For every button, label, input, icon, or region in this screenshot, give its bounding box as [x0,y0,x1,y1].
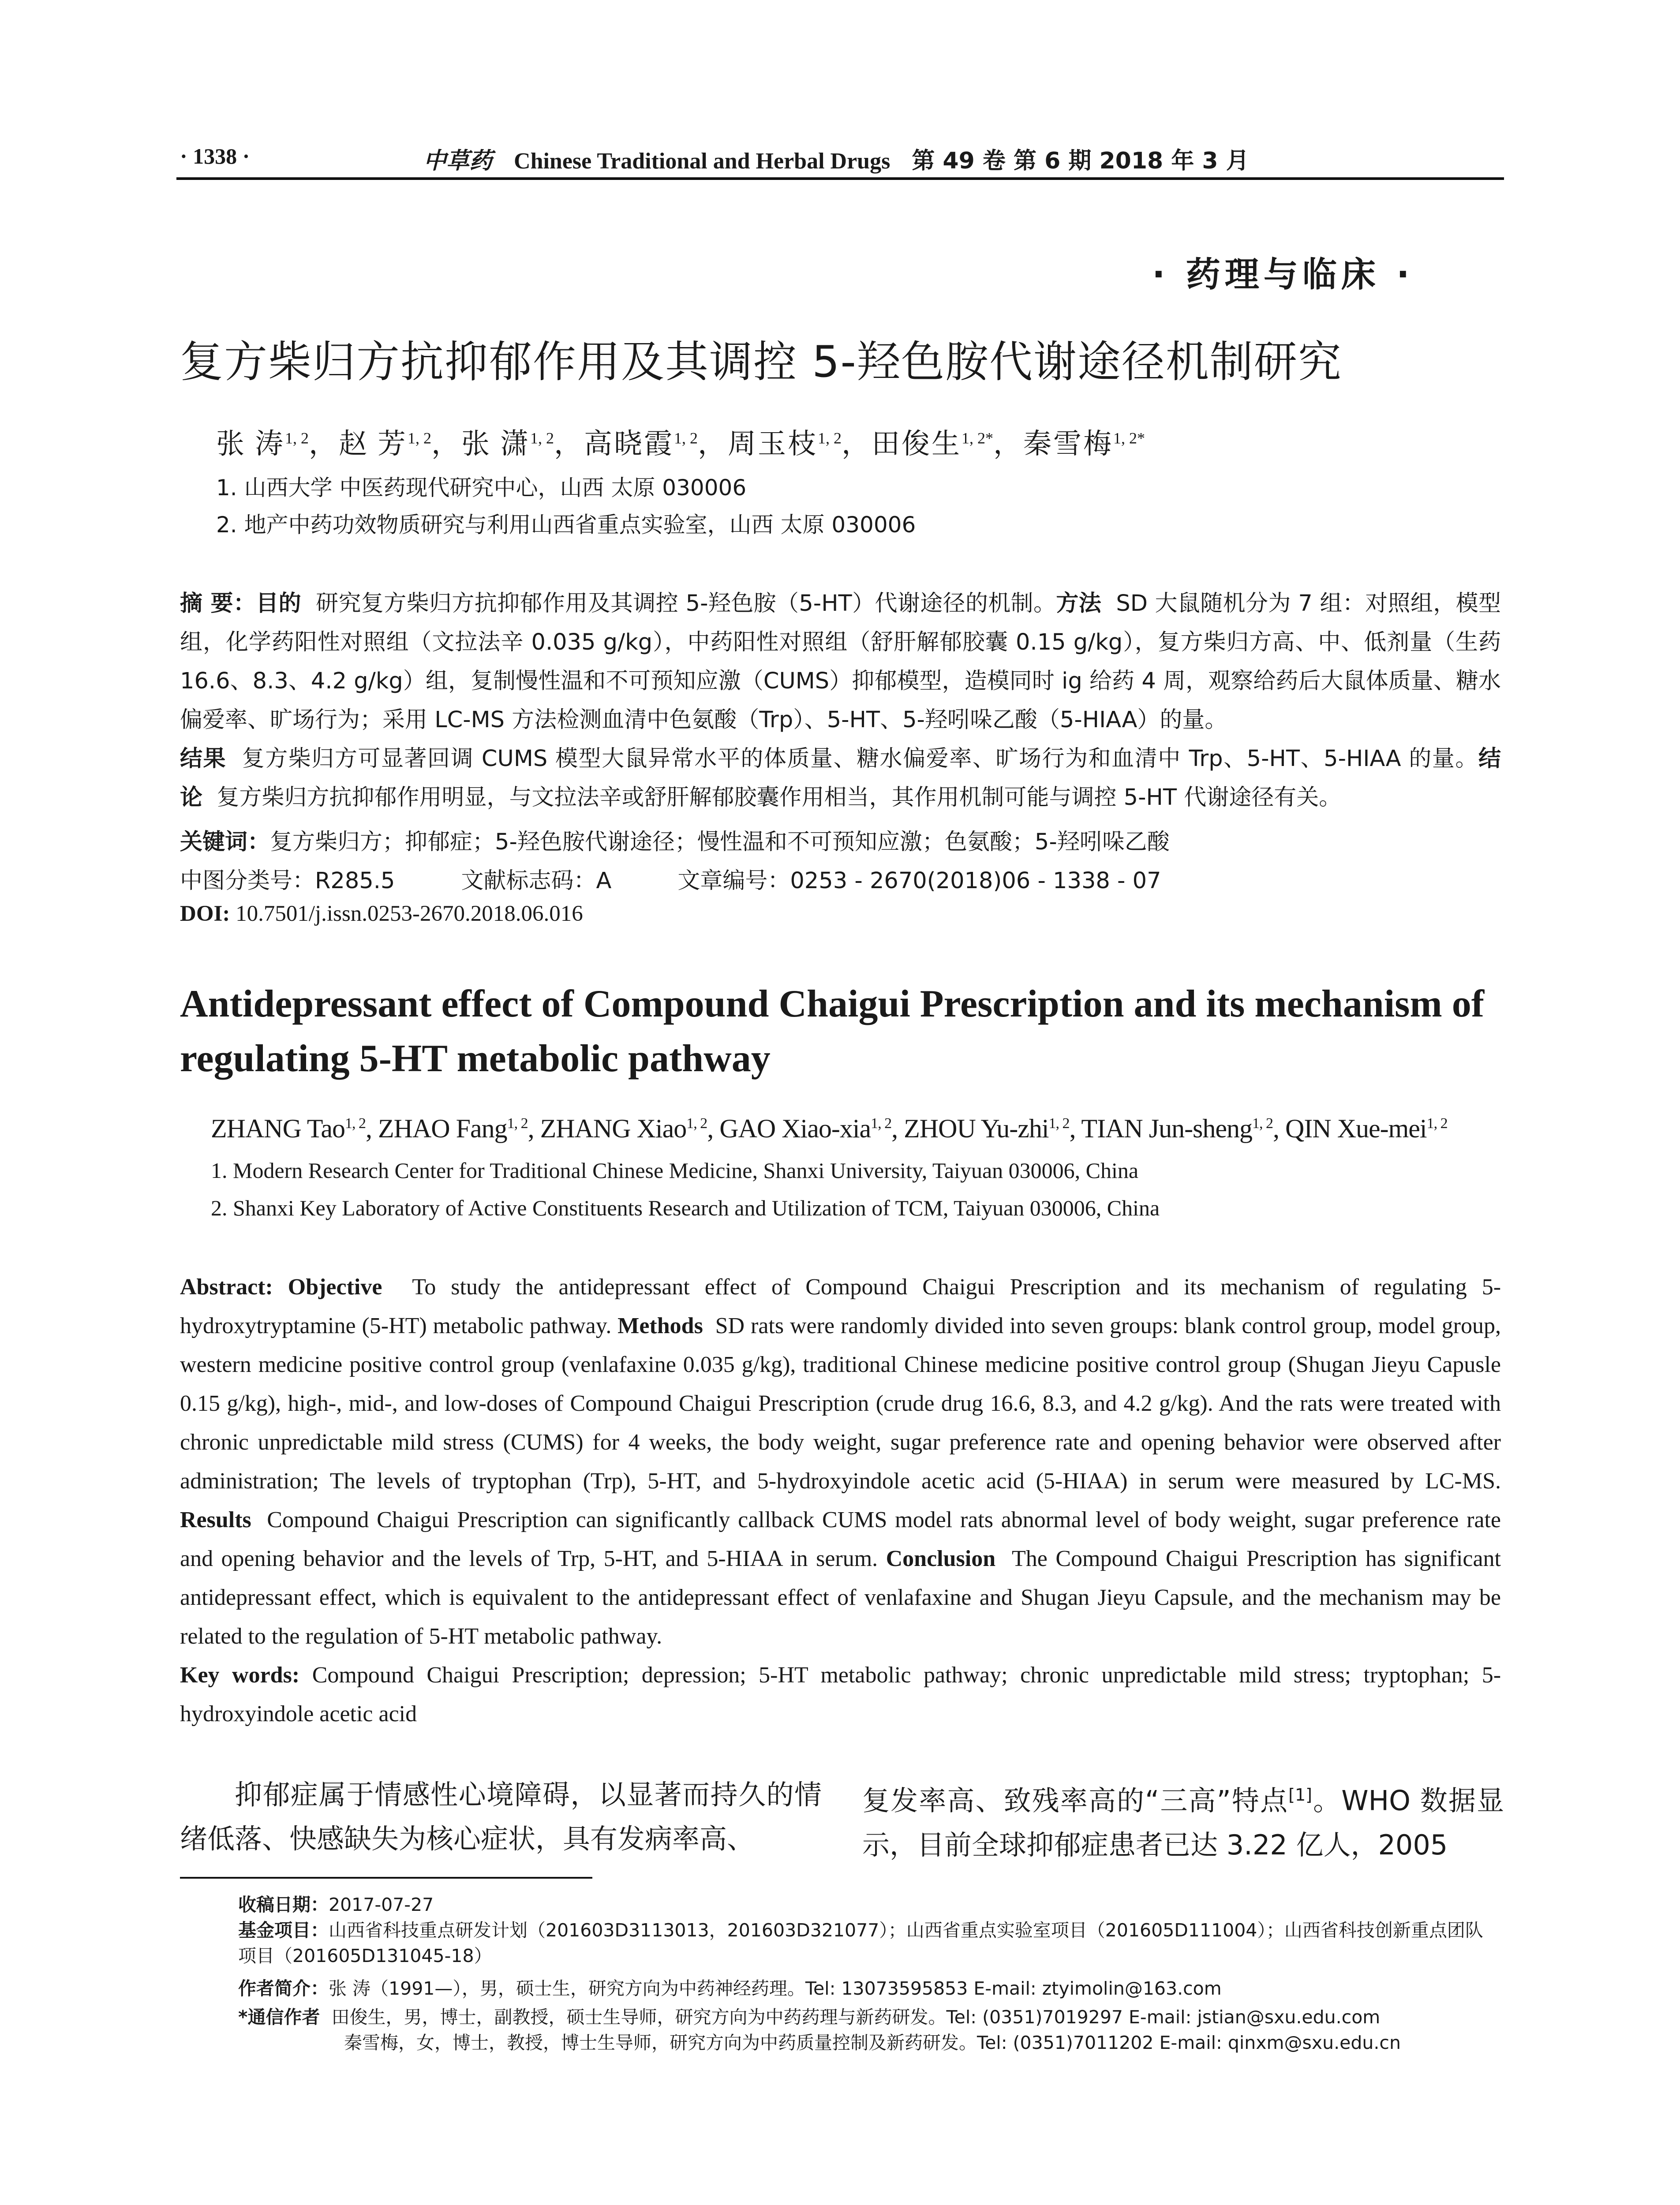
keywords-cn-text: 复方柴归方；抑郁症；5-羟色胺代谢途径；慢性温和不可预知应激；色氨酸；5-羟吲哚乙酸 [270,829,1170,855]
section-heading: · 药理与临床 · [1152,255,1414,295]
abstract-cn-results-label: 结果 [180,746,227,772]
abstract-en-label: Abstract: [180,1274,273,1300]
footnote-rule [180,1877,592,1879]
title-cn: 复方柴归方抗抑郁作用及其调控 5-羟色胺代谢途径机制研究 [180,337,1342,387]
abstract-en-methods: SD rats were randomly divided into seven groups: blank control group, model group, western medicine positive control group (venlafaxine 0.035 g/kg), traditional Chinese medicine positive control group (Shugan Jieyu Capusle 0.15 g/kg), high-, mid-, and low-doses of Compound Chaigui Prescription (crude drug 16.6, 8.3, and 4.2 g/kg). And the rats were treated with chronic unpredictable mild stress (CUMS) for 4 weeks, the body weight, sugar preference rate and opening behavior were observed after administration; The levels of tryptophan (Trp), 5-HT, and 5-hydroxyindole acetic acid (5-HIAA) in serum were measured by LC-MS. [180,1313,1501,1494]
classification-line [180,862,1227,895]
doi-line [180,901,583,927]
doi-value[interactable]: 10.7501/j.issn.0253-2670.2018.06.016 [236,901,583,926]
funding-text: 山西省科技重点研发计划（201603D3113013，201603D321077）；山西省重点实验室项目（201605D111004）；山西省科技创新重点团队项目（201605D131045-18） [238,1920,1483,1966]
abstract-en-results: Compound Chaigui Prescription can significantly callback CUMS model rats abnormal level of body weight, sugar preference rate and opening behavior and the levels of Trp, 5-HT, and 5-HIAA in serum. [180,1507,1501,1571]
abstract-en-conclusion: The Compound Chaigui Prescription has significant antidepressant effect, which is equivalent to the antidepressant effect of venlafaxine and Shugan Jieyu Capsule, and the mechanism may be related to the regulation of 5-HT metabolic pathway. [180,1546,1501,1649]
received-label: 收稿日期： [238,1894,329,1915]
body-column-right [862,1773,1504,1867]
reference-citation[interactable]: [1] [1288,1785,1312,1805]
abstract-cn [180,584,1501,817]
abstract-en-conclusion-label: Conclusion [886,1546,996,1571]
abstract-cn-conclusion-label: 结论 [180,746,1501,811]
affiliation-en-2: 2. Shanxi Key Laboratory of Active Constituents Research and Utilization of TCM, Taiyuan 030006, China [211,1196,1160,1220]
keywords-en-label: Key words: [180,1663,300,1688]
header-rule [176,177,1504,180]
abstract-en-methods-label: Methods [617,1313,703,1338]
keywords-cn-label: 关键词： [180,829,270,855]
corresponding-label: *通信作者 [238,2007,320,2028]
footnote-received [238,1892,1500,1917]
keywords-en [180,1656,1501,1734]
corresponding-author-1: 田俊生，男，博士，副教授，硕士生导师，研究方向为中药药理与新药研发。Tel: (0351)7019297 E-mail: jstian@sxu.edu.com [331,2007,1381,2028]
doi-label: DOI: [180,901,230,926]
abstract-cn-label: 摘 要： [180,590,256,617]
abstract-en-objective: To study the antidepressant effect of Compound Chaigui Prescription and its mechanism of regulating 5-hydroxytryptamine (5-HT) metabolic pathway. [180,1274,1501,1338]
journal-name-en: Chinese Traditional and Herbal Drugs [514,149,891,174]
footnote-corresponding-2: 秦雪梅，女，博士，教授，博士生导师，研究方向为中药质量控制及新药研发。Tel: (0351)7011202 E-mail: qinxm@sxu.edu.cn [344,2032,1401,2053]
keywords-en-text: Compound Chaigui Prescription; depression; 5-HT metabolic pathway; chronic unpredictable mild stress; tryptophan; 5-hydroxyindole acetic acid [180,1663,1501,1727]
page-number: · 1338 · [180,144,250,168]
title-en: Antidepressant effect of Compound Chaigui Prescription and its mechanism of regulating 5-HT metabolic pathway [180,983,1485,1080]
article-number: 文章编号：0253 - 2670(2018)06 - 1338 - 07 [677,868,1161,894]
clc-number: 中图分类号：R285.5 [180,868,395,894]
abstract-en-results-label: Results [180,1507,251,1532]
journal-issue: 第 49 卷 第 6 期 2018 年 3 月 [912,148,1249,174]
body-column-left: 抑郁症属于情感性心境障碍，以显著而持久的情绪低落、快感缺失为核心症状，具有发病率高、 [180,1779,822,1855]
footnote-corresponding-1 [238,2004,1500,2030]
author-bio-text: 张 涛（1991—），男，硕士生，研究方向为中药神经药理。Tel: 13073595853 E-mail: ztyimolin@163.com [329,1978,1222,1999]
keywords-cn [180,823,1170,856]
footnote-author [238,1976,1500,2001]
body-right-text-1: 复发率高、致残率高的“三高”特点 [862,1784,1289,1817]
affiliation-cn-2: 2. 地产中药功效物质研究与利用山西省重点实验室，山西 太原 030006 [216,512,916,538]
abstract-cn-results: 复方柴归方可显著回调 CUMS 模型大鼠异常水平的体质量、糖水偏爱率、旷场行为和血清中 Trp、5-HT、5-HIAA 的量。 [242,746,1478,772]
authors-cn: 张 涛$^{1, 2}$，赵 芳$^{1, 2}$，张 潇$^{1, 2}$，高晓霞$^{1, 2}$，周玉枝$^{1, 2}$，田俊生$^{1, 2*}$，秦雪梅$^{1, 2*}$ [216,428,1145,460]
document-code: 文献标志码：A [461,868,612,894]
abstract-en-objective-label: Objective [288,1274,382,1300]
body-right-text-2: 。WHO 数据显示，目前全球抑郁症患者已达 3.22 亿人，2005 [862,1784,1504,1861]
abstract-cn-conclusion: 复方柴归方抗抑郁作用明显，与文拉法辛或舒肝解郁胶囊作用相当，其作用机制可能与调控 5-HT 代谢途径有关。 [217,785,1342,811]
abstract-cn-methods-label: 方法 [1056,590,1102,617]
affiliation-en-1: 1. Modern Research Center for Traditional Chinese Medicine, Shanxi University, Taiyuan 030006, China [211,1158,1139,1183]
author-bio-label: 作者简介： [238,1978,329,1999]
authors-en: ZHANG Tao$^{1, 2}$, ZHAO Fang$^{1, 2}$, ZHANG Xiao$^{1, 2}$, GAO Xiao-xia$^{1, 2}$, ZHOU Yu-zhi$^{1, 2}$, TIAN Jun-sheng$^{1, 2}$, QIN Xue-mei$^{1, 2}$ [211,1114,1448,1143]
footnote-funding [238,1917,1500,1969]
abstract-cn-objective-label: 目的 [256,590,301,617]
funding-label: 基金项目： [238,1920,329,1941]
abstract-cn-objective: 研究复方柴归方抗抑郁作用及其调控 5-羟色胺（5-HT）代谢途径的机制。 [316,590,1056,617]
journal-name-cn: 中草药 [423,147,493,174]
abstract-en [180,1268,1501,1656]
affiliation-cn-1: 1. 山西大学 中医药现代研究中心，山西 太原 030006 [216,475,747,501]
abstract-cn-methods: SD 大鼠随机分为 7 组：对照组，模型组，化学药阳性对照组（文拉法辛 0.035 g/kg），中药阳性对照组（舒肝解郁胶囊 0.15 g/kg），复方柴归方高、中、低剂量（生药 16.6、8.3、4.2 g/kg）组，复制慢性温和不可预知应激（CUMS）抑郁模型，造模同时 ig 给药 4 周，观察给药后大鼠体质量、糖水偏爱率、旷场行为；采用 LC-MS 方法检测血清中色氨酸（Trp）、5-HT、5-羟吲哚乙酸（5-HIAA）的量。 [180,590,1501,733]
received-date: 2017-07-27 [329,1894,434,1915]
journal-header [423,142,1249,175]
